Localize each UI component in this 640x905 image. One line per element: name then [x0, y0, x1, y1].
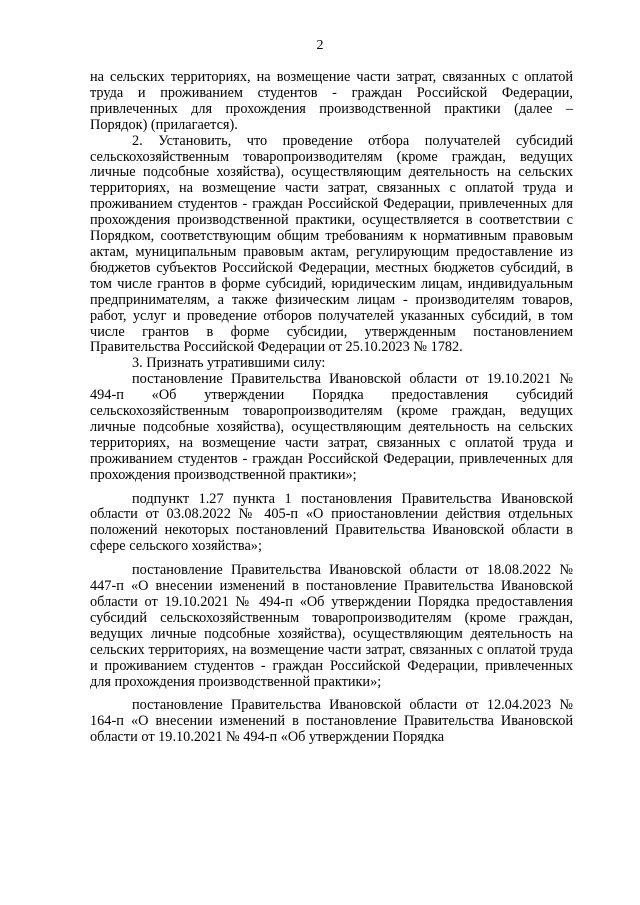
paragraph-resolution-494: постановление Правительства Ивановской области от 19.10.2021 № 494-п «Об утверждении Порядка предоставления субсидий сельскохозяйственным товаропроизводителям (кроме граждан, ведущих личные подсобные хозяйства), осуществляющим деятельность на сельских территориях, на возмещение части затрат, связанных с оплатой труда и проживанием студентов - граждан Российской Федерации, привлеченных для прохождения производственной практики»; [90, 371, 573, 483]
page-number: 2 [316, 38, 324, 53]
paragraph-item-3: 3. Признать утратившими силу: [132, 355, 326, 372]
paragraph-resolution-447: постановление Правительства Ивановской области от 18.08.2022 № 447-п «О внесении изменений в постановление Правительства Ивановской области от 19.10.2021 № 494-п «Об утверждении Порядка предоставления субсидий сельскохозяйственным товаропроизводителям (кроме граждан, ведущих личные подсобные хозяйства), осуществляющим деятельность на сельских территориях, на возмещение части затрат, связанных с оплатой труда и проживанием студентов - граждан Российской Федерации, привлеченных для прохождения производственной практики»; [90, 562, 573, 690]
paragraph-resolution-164: постановление Правительства Ивановской области от 12.04.2023 № 164-п «О внесении изменений в постановление Правительства Ивановской области от 19.10.2021 № 494-п «Об утверждении Порядка [90, 697, 573, 746]
paragraph-resolution-405: подпункт 1.27 пункта 1 постановления Правительства Ивановской области от 03.08.2022 № 405-п «О приостановлении действия отдельных положений некоторых постановлений Правительства Ивановской области в сфере сельского хозяйства»; [90, 490, 573, 555]
document-body [90, 70, 573, 746]
paragraph-item-2: 2. Установить, что проведение отбора получателей субсидий сельскохозяйственным товаропроизводителям (кроме граждан, ведущих личные подсобные хозяйства), осуществляющим деятельность на сельских территориях, на возмещение части затрат, связанных с оплатой труда и проживанием студентов - граждан Российской Федерации, привлеченных для прохождения производственной практики, осуществляется в соответствии с Порядком, соответствующим общим требованиям к нормативным правовым актам, муниципальным правовым актам, регулирующим предоставление из бюджетов субъектов Российской Федерации, местных бюджетов субсидий, в том числе грантов в форме субсидий, юридическим лицам, индивидуальным предпринимателям, а также физическим лицам - производителям товаров, работ, услуг и проведение отборов получателей указанных субсидий, в том числе грантов в форме субсидии, утвержденным постановлением Правительства Российской Федерации от 25.10.2023 № 1782. [90, 132, 573, 356]
paragraph-procedure-continuation: на сельских территориях, на возмещение части затрат, связанных с оплатой труда и проживанием студентов - граждан Российской Федерации, привлеченных для прохождения производственной практики (далее – Порядок) (прилагается). [90, 69, 573, 133]
